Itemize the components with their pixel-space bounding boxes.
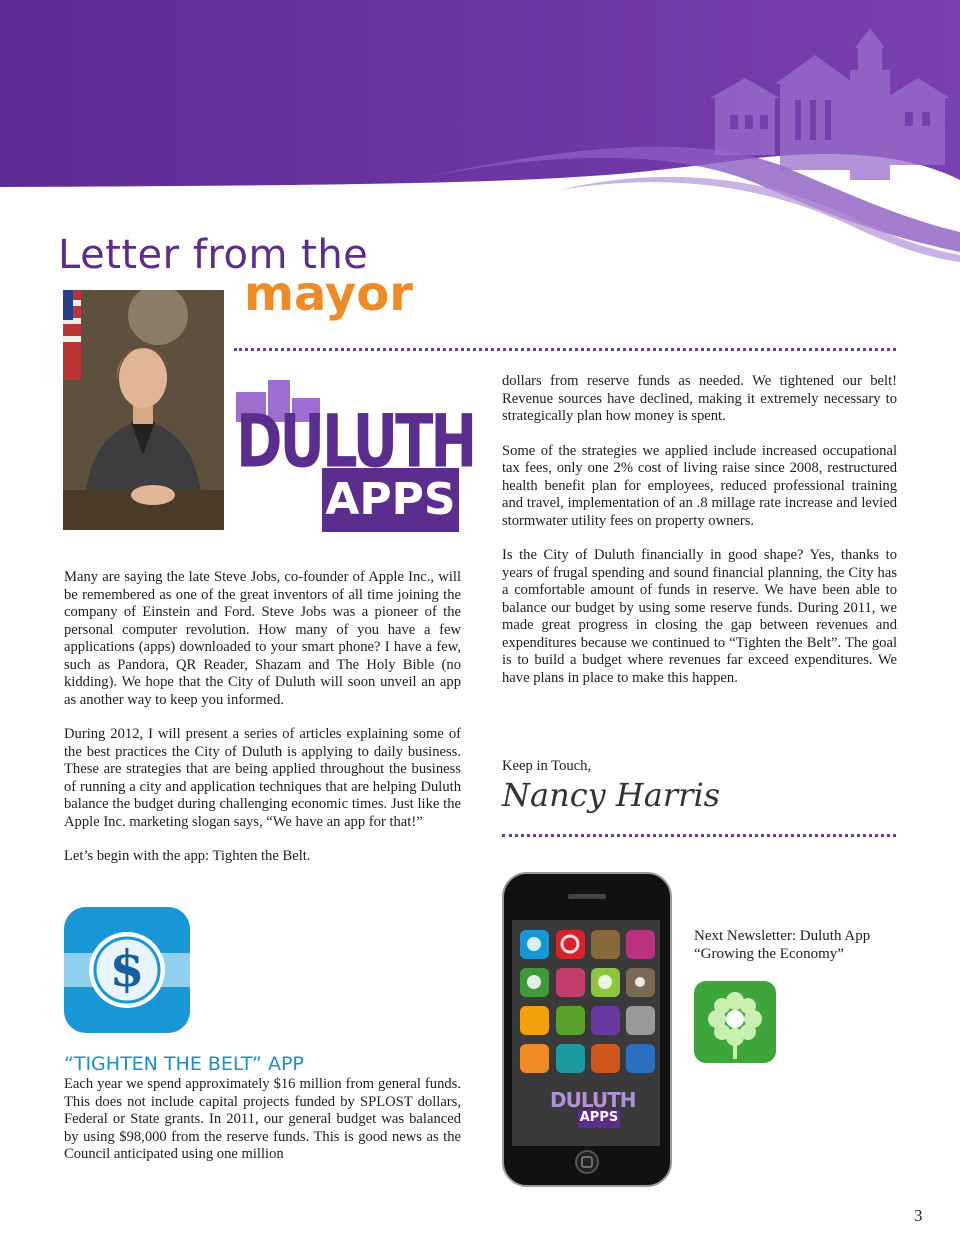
growing-economy-app-icon bbox=[694, 981, 776, 1063]
right-column-text bbox=[502, 373, 897, 704]
logo-word-duluth: DULUTH bbox=[236, 400, 475, 485]
right-paragraph-2: Some of the strategies we applied include increased occupational tax fees, only one 2% cost of living raise since 2008, restructured health benefit plan for employees, reduced professional training and travel, implementation of an .8 millage rate increase and levied stormwater utility fees on property owners. bbox=[502, 442, 897, 529]
app-paragraph: Each year we spend approximately $16 million from general funds. This does not include capital projects funded by SPLOST dollars, Federal or State grants. In 2011, our general budget was balanced by using $98,000 from the reserve funds. This is good news as the Council anticipated using one million bbox=[64, 1076, 461, 1162]
next-newsletter-line1: Next Newsletter: Duluth App bbox=[694, 928, 871, 944]
title-letter-from-the: Letter from the bbox=[58, 232, 369, 278]
left-column-text bbox=[64, 569, 461, 883]
page-number: 3 bbox=[914, 1206, 923, 1225]
phone-logo-duluth: DULUTH bbox=[550, 1088, 636, 1112]
next-newsletter-text bbox=[694, 927, 924, 963]
title-mayor: mayor bbox=[244, 266, 413, 322]
mayor-signature: Nancy Harris bbox=[502, 776, 721, 814]
app-subheading: “TIGHTEN THE BELT” APP bbox=[64, 1053, 304, 1075]
closing-line: Keep in Touch, bbox=[502, 758, 592, 774]
header-banner bbox=[0, 0, 960, 270]
left-paragraph-2: During 2012, I will present a series of articles explaining some of the best practices the City of Duluth is applying to daily business. These are strategies that are being applied throughout the business of running a city and application techniques that are helping Duluth balance the budget during challenging economic times. Just like the Apple Inc. marketing slogan says, “We have an app for that!” bbox=[64, 726, 461, 830]
flower-icon bbox=[694, 981, 776, 1063]
left-paragraph-1: Many are saying the late Steve Jobs, co-founder of Apple Inc., will be remembered as one of the great inventors of all time joining the company of Einstein and Ford. Steve Jobs was a pioneer of the personal computer revolution. How many of you have a few applications (apps) downloaded to your smart phone? I have a few, such as Pandora, QR Reader, Shazam and The Holy Bible (no kidding). We hope that the City of Duluth will soon unveil an app as another way to keep you informed. bbox=[64, 569, 461, 708]
right-paragraph-1: dollars from reserve funds as needed. We tightened our belt! Revenue sources have declined, making it extremely necessary to strategically plan how money is spent. bbox=[502, 373, 897, 424]
phone-logo-apps: APPS bbox=[579, 1110, 619, 1125]
bottom-dotted-divider bbox=[502, 834, 896, 837]
next-newsletter-line2: “Growing the Economy” bbox=[694, 946, 844, 962]
dollar-sign-icon: $ bbox=[109, 939, 145, 998]
tighten-the-belt-app-icon bbox=[64, 907, 190, 1033]
duluth-apps-logo bbox=[236, 380, 475, 532]
mayor-photo bbox=[63, 290, 224, 530]
left-paragraph-3: Let’s begin with the app: Tighten the Belt. bbox=[64, 848, 311, 864]
top-dotted-divider bbox=[234, 348, 896, 351]
phone-illustration bbox=[502, 872, 672, 1187]
right-paragraph-3: Is the City of Duluth financially in good shape? Yes, thanks to years of frugal spending and sound financial planning, the City has a comfortable amount of funds in reserve. We have been able to balance our budget by using some reserve funds. During 2011, we made great progress in closing the gap between revenues and expenditures because we continued to “Tighten the Belt”. The goal is to build a budget where revenues far exceed expenditures. We have plans in place to make this happen. bbox=[502, 547, 897, 686]
logo-word-apps: APPS bbox=[325, 474, 456, 525]
